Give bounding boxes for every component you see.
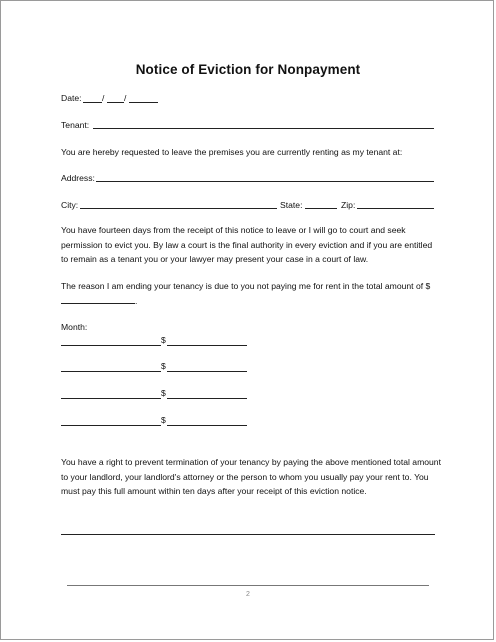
month-amount-field[interactable] bbox=[167, 398, 247, 399]
reason-paragraph bbox=[61, 279, 441, 308]
page-number: 2 bbox=[246, 591, 250, 598]
right-to-cure-paragraph: You have a right to prevent termination of your tenancy by paying the above mentioned total amount to your landlord, your landlord's attorney or the person to whom you usually pay your rent to. You must pay this full amount within ten days after your receipt of this eviction notice. bbox=[61, 457, 441, 497]
month-name-field[interactable] bbox=[61, 398, 161, 399]
zip-label: Zip: bbox=[341, 200, 356, 210]
footer-divider bbox=[67, 585, 429, 586]
month-amount-field[interactable] bbox=[167, 345, 247, 346]
address-label: Address: bbox=[61, 173, 95, 183]
dollar-sign: $ bbox=[161, 361, 166, 371]
month-name-field[interactable] bbox=[61, 371, 161, 372]
request-text: You are hereby requested to leave the premises you are currently renting as my tenant at: bbox=[61, 147, 403, 157]
city-field[interactable] bbox=[80, 208, 277, 209]
city-label: City: bbox=[61, 200, 79, 210]
tenant-label: Tenant: bbox=[61, 120, 90, 130]
dollar-sign: $ bbox=[161, 335, 166, 345]
zip-field[interactable] bbox=[357, 208, 434, 209]
month-label: Month: bbox=[61, 322, 88, 332]
date-month-field[interactable] bbox=[83, 102, 102, 103]
notice-paragraph: You have fourteen days from the receipt of this notice to leave or I will go to court and seek permission to evict you. By law a court is the final authority in every eviction and if you are entitled to remain as a tenant you or your lawyer may present your case in a court of law. bbox=[61, 225, 433, 265]
date-year-field[interactable] bbox=[129, 102, 158, 103]
month-name-field[interactable] bbox=[61, 425, 161, 426]
address-field[interactable] bbox=[96, 181, 434, 182]
month-amount-field[interactable] bbox=[167, 371, 247, 372]
dollar-sign: $ bbox=[161, 415, 166, 425]
date-separator: / bbox=[102, 93, 105, 103]
state-field[interactable] bbox=[305, 208, 337, 209]
month-name-field[interactable] bbox=[61, 345, 161, 346]
date-separator: / bbox=[124, 93, 127, 103]
dollar-sign: $ bbox=[161, 388, 166, 398]
total-amount-field[interactable] bbox=[61, 294, 138, 306]
document-title: Notice of Eviction for Nonpayment bbox=[135, 62, 361, 77]
date-day-field[interactable] bbox=[107, 102, 124, 103]
date-label: Date: bbox=[61, 93, 82, 103]
tenant-field[interactable] bbox=[93, 128, 434, 129]
reason-period: . bbox=[135, 295, 138, 306]
reason-text: The reason I am ending your tenancy is due to you not paying me for rent in the total amount of $ bbox=[61, 281, 431, 291]
month-amount-field[interactable] bbox=[167, 425, 247, 426]
signature-field[interactable] bbox=[61, 534, 435, 535]
state-label: State: bbox=[280, 200, 303, 210]
